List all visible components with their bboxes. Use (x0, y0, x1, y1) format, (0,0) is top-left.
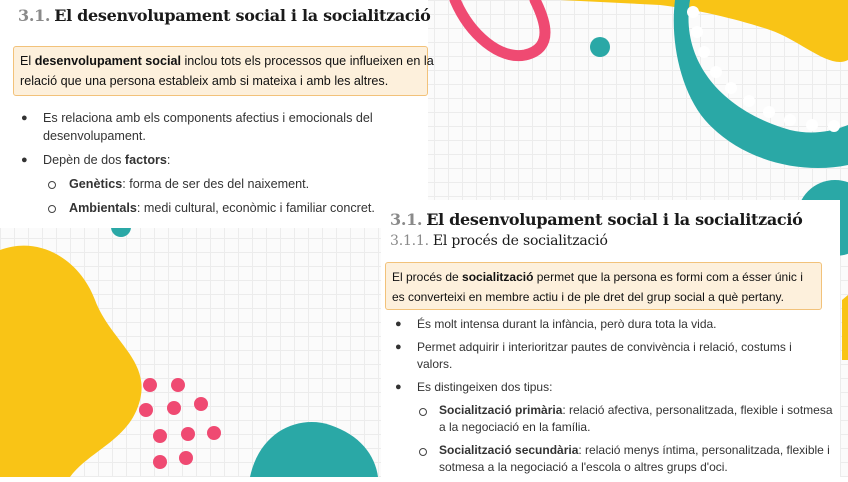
teal-blob-bottom (250, 422, 378, 477)
item-text: : relació afectiva, personalitzada, flexible i sotmesa (562, 403, 833, 417)
list-item (389, 379, 834, 396)
hollow-bullet-icon (48, 205, 56, 213)
heading-text: El desenvolupament social i la socialització (426, 210, 803, 229)
slide-panel-1 (0, 0, 434, 228)
item-keyword: Genètics (69, 177, 123, 191)
subheading-number: 3.1.1. (390, 233, 429, 249)
yellow-edge-right (842, 295, 848, 360)
sub-list-item (15, 199, 415, 217)
bullet-icon: ● (395, 318, 402, 330)
list-item (389, 339, 834, 373)
yellow-blob-left (0, 246, 142, 477)
box-text: El procés de (392, 270, 463, 284)
heading-number: 3.1. (390, 210, 423, 229)
item-text: És molt intensa durant la infància, però dura tota la vida. (417, 317, 717, 331)
hollow-bullet-icon (419, 408, 427, 416)
definition-box (385, 262, 822, 310)
teal-dot-top (590, 37, 610, 57)
heading-text: El desenvolupament social i la socialització (54, 6, 431, 25)
item-keyword: Socialització primària (439, 403, 563, 417)
bullet-list (15, 109, 415, 223)
bullet-icon: ● (395, 341, 402, 353)
sub-list (15, 175, 415, 217)
hollow-bullet-icon (419, 448, 427, 456)
item-text: valors. (417, 357, 453, 371)
item-text: : forma de ser des del naixement. (122, 177, 310, 191)
box-text: inclou tots els processos que influeixen en la (180, 54, 434, 68)
item-text: : (166, 153, 171, 167)
sub-list (389, 402, 834, 476)
bullet-icon: ● (21, 154, 28, 166)
subheading-text: El procés de socialització (432, 233, 608, 249)
item-keyword: factors (124, 153, 167, 167)
box-text: relació que una persona estableix amb si mateixa i amb les altres. (20, 74, 389, 88)
pink-dots (139, 378, 221, 469)
pink-loop (455, 0, 545, 56)
sub-list-item (15, 175, 415, 193)
item-keyword: Ambientals (69, 201, 137, 215)
item-text: Depèn de dos (43, 153, 125, 167)
item-text: sotmesa a la negociació a l'escola o altres grups d'oci. (439, 460, 728, 474)
bullet-icon: ● (395, 381, 402, 393)
slide-panel-2 (381, 200, 840, 477)
bullet-list (389, 316, 834, 482)
slide2-subheading (390, 233, 608, 249)
box-text: El (20, 54, 35, 68)
item-text: desenvolupament. (43, 129, 146, 143)
list-item (15, 109, 415, 145)
sub-list-item (389, 442, 834, 476)
slide2-heading (390, 210, 803, 229)
box-keyword: desenvolupament social (34, 54, 181, 68)
sub-list-item (389, 402, 834, 436)
definition-box (13, 46, 434, 96)
box-text: permet que la persona es formi com a ésser únic i (533, 270, 803, 284)
hollow-bullet-icon (48, 181, 56, 189)
list-item (389, 316, 834, 333)
item-text: : relació menys íntima, personalitzada, flexible i (578, 443, 830, 457)
item-text: : medi cultural, econòmic i familiar concret. (136, 201, 375, 215)
item-text: Permet adquirir i interioritzar pautes de convivència i relació, costums i (417, 340, 792, 354)
box-keyword: socialització (462, 270, 534, 284)
item-text: a la negociació en la família. (439, 420, 591, 434)
item-text: Es relaciona amb els components afectius i emocionals del (43, 111, 373, 125)
heading-number: 3.1. (18, 6, 51, 25)
bullet-icon: ● (21, 112, 28, 124)
item-text: Es distingeixen dos tipus: (417, 380, 553, 394)
list-item (15, 151, 415, 169)
item-keyword: Socialització secundària (439, 443, 579, 457)
box-text: es converteixi en membre actiu i de ple dret del grup social a què pertany. (392, 290, 784, 304)
slide1-heading (18, 6, 431, 25)
